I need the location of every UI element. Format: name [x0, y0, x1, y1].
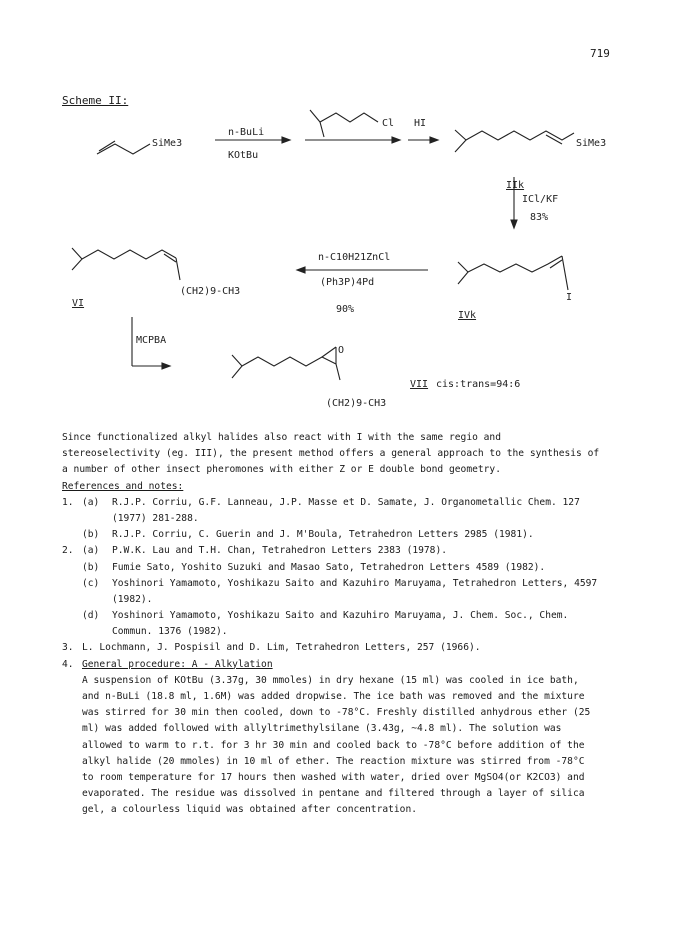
mcpba-label: MCPBA — [136, 335, 167, 346]
procedure-line: evaporated. The residue was dissolved in pentane and filtered through a layer of silica — [82, 788, 585, 800]
vii-chain: (CH2)9-CH3 — [326, 398, 387, 409]
reagent1-bottom: KOtBu — [228, 150, 259, 161]
reference-2c-cont: (1982). — [112, 593, 153, 605]
reference-2d-cont: Commun. 1376 (1982). — [112, 626, 228, 638]
page-number: 719 — [590, 47, 610, 60]
vi-label: VI — [72, 298, 85, 309]
reference-2b: (b) Fumie Sato, Yoshito Suzuki and Masao Sato, Tetrahedron Letters 4589 (1982). — [82, 561, 546, 573]
coupling-top: n-C10H21ZnCl — [318, 252, 391, 263]
icl-kf-label: ICl/KF — [522, 194, 559, 205]
product-vii-structure — [232, 355, 242, 378]
reference-2d: (d) Yoshinori Yamamoto, Yoshikazu Saito and Kazuhiro Maruyama, J. Chem. Soc., Chem. — [82, 610, 569, 622]
epoxide-o: O — [338, 345, 345, 356]
body-text — [62, 430, 662, 819]
procedure-line: and n-BuLi (18.8 ml, 1.6M) was added dropwise. The ice bath was removed and the mixture — [82, 691, 585, 702]
reference-3: 3. L. Lochmann, J. Pospisil and D. Lim, Tetrahedron Letters, 257 (1966). — [62, 642, 481, 654]
procedure-line: ml) was added followed with allyltrimethylsilane (3.43g, ~4.8 ml). The solution was — [82, 723, 562, 735]
reference-1b: (b) R.J.P. Corriu, C. Guerin and J. M'Boula, Tetrahedron Letters 2985 (1981). — [82, 529, 534, 541]
procedure-line: gel, a colourless liquid was obtained after concentration. — [82, 804, 418, 816]
ivk-label: IVk — [458, 310, 477, 321]
alkyl-chloride-structure — [310, 110, 378, 122]
procedure-line: was stirred for 30 min then cooled, down to -78°C. Freshly distilled anhydrous ether (25 — [82, 707, 591, 719]
vii-label: VII — [410, 379, 429, 390]
product-ivk-structure — [458, 262, 468, 284]
procedure-line: allowed to warm to r.t. for 3 hr 30 min and cooled back to -78°C before addition of the — [82, 739, 585, 751]
paragraph-line: a number of other insect pheromones with either Z or E double bond geometry. — [62, 464, 501, 476]
yield2-label: 90% — [336, 304, 355, 315]
product-vi-structure — [72, 248, 82, 270]
reference-1a-cont: (1977) 281-288. — [112, 512, 199, 524]
reaction-scheme — [0, 0, 680, 425]
iik-label: IIk — [506, 180, 525, 191]
note-4-heading: 4. General procedure: A - Alkylation — [62, 658, 273, 670]
allylsilane-structure — [97, 144, 150, 154]
reference-2a: 2. (a) P.W.K. Lau and T.H. Chan, Tetrahedron Letters 2383 (1978). — [62, 545, 448, 557]
scheme-title: Scheme II: — [62, 94, 129, 107]
references-heading: References and notes: — [62, 480, 184, 492]
ratio-label: cis:trans=94:6 — [436, 379, 521, 390]
reagent1-top: n-BuLi — [228, 127, 265, 138]
procedure-line: to room temperature for 17 hours then washed with water, dried over MgSO4(or K2CO3) and — [82, 771, 585, 783]
procedure-line: alkyl halide (20 mmoles) in 10 ml of ether. The reaction mixture was stirred from -78°C — [82, 755, 585, 767]
reagent2-hi: HI — [414, 118, 427, 129]
reference-2c: (c) Yoshinori Yamamoto, Yoshikazu Saito and Kazuhiro Maruyama, Tetrahedron Letters, 4597 — [82, 577, 598, 589]
yield1-label: 83% — [530, 212, 549, 223]
coupling-mid: (Ph3P)4Pd — [320, 277, 375, 288]
iodo-label: I — [566, 292, 573, 303]
paragraph-line: stereoselectivity (eg. III), the present method offers a general approach to the synthesis of — [62, 448, 600, 460]
product-iik-structure — [455, 130, 466, 152]
procedure-line: A suspension of KOtBu (3.37g, 30 mmoles) in dry hexane (15 ml) was cooled in ice bath, — [82, 674, 579, 686]
start-label: SiMe3 — [152, 138, 183, 149]
product-label: SiMe3 — [576, 138, 607, 149]
vi-chain: (CH2)9-CH3 — [180, 286, 241, 297]
reagent2-cl: Cl — [382, 118, 395, 129]
reference-1a: 1. (a) R.J.P. Corriu, G.F. Lanneau, J.P. Masse et D. Samate, J. Organometallic Chem. 127 — [62, 496, 580, 508]
paragraph-line: Since functionalized alkyl halides also react with I with the same regio and — [62, 432, 501, 443]
